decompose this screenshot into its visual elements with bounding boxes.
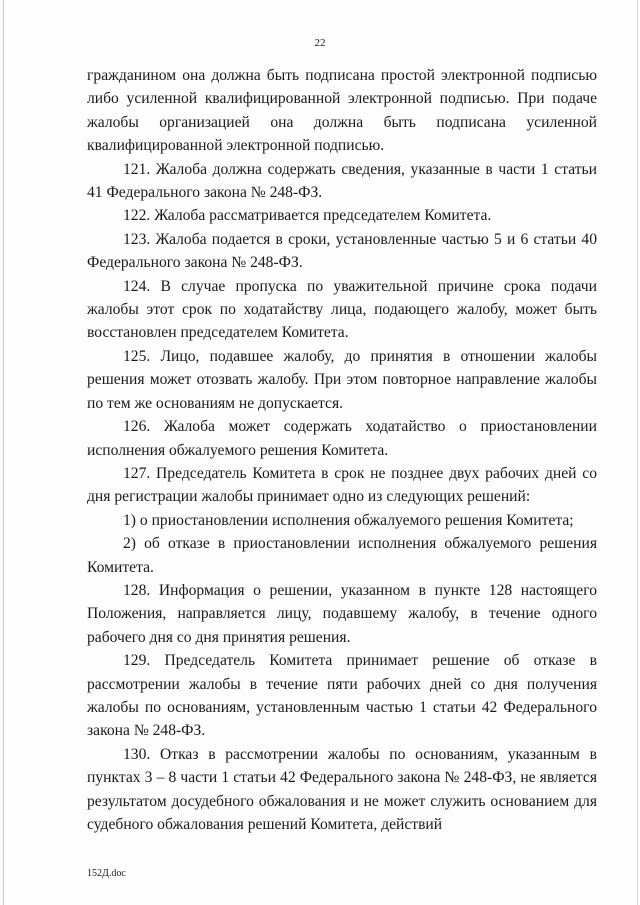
- paragraph-continuation: гражданином она должна быть подписана простой электронной подписью либо усиленной квалифицированной электронной подписью. При подаче жалобы организацией она должна быть подписана усиленной квалифицированной электронной подписью.: [87, 67, 597, 155]
- page-edge-left: [3, 0, 4, 905]
- page-number: 22: [314, 37, 326, 49]
- paragraph-126: 126. Жалоба может содержать ходатайство о приостановлении исполнения обжалуемого решения Комитета.: [87, 418, 597, 459]
- paragraph-125: 125. Лицо, подавшее жалобу, до принятия в отношении жалобы решения может отозвать жалобу. При этом повторное направление жалобы по тем же основаниям не допускается.: [87, 347, 597, 412]
- paragraph-123: 123. Жалоба подается в сроки, установленные частью 5 и 6 статьи 40 Федерального закона № 248-ФЗ.: [87, 230, 597, 272]
- paragraph-128: 128. Информация о решении, указанном в пункте 128 настоящего Положения, направляется лицу, подавшему жалобу, в течение одного рабочего дня со дня принятия решения.: [87, 581, 597, 646]
- paragraph-122: 122. Жалоба рассматривается председателем Комитета.: [123, 207, 492, 225]
- list-item-1: 1) о приостановлении исполнения обжалуемого решения Комитета;: [123, 511, 574, 529]
- paragraph-127: 127. Председатель Комитета в срок не позднее двух рабочих дней со дня регистрации жалобы принимает одно из следующих решений:: [87, 464, 597, 506]
- list-item-2: 2) об отказе в приостановлении исполнения обжалуемого решения Комитета.: [87, 535, 597, 576]
- paragraph-129: 129. Председатель Комитета принимает решение об отказе в рассмотрении жалобы в течение пяти рабочих дней со дня получения жалобы по основаниям, установленным частью 1 статьи 42 Федерального закона № 248-ФЗ.: [87, 652, 597, 740]
- document-body: [87, 64, 597, 836]
- footer-filename: 152Д.doc: [87, 868, 126, 879]
- page-edge-right: [637, 0, 638, 905]
- paragraph-121: 121. Жалоба должна содержать сведения, указанные в части 1 статьи 41 Федерального закона № 248-ФЗ.: [87, 160, 597, 202]
- paragraph-124: 124. В случае пропуска по уважительной причине срока подачи жалобы этот срок по ходатайству лица, подающего жалобу, может быть восстановлен председателем Комитета.: [87, 277, 597, 342]
- paragraph-130: 130. Отказ в рассмотрении жалобы по основаниям, указанным в пунктах 3 – 8 части 1 статьи 42 Федерального закона № 248-ФЗ, не является результатом досудебного обжалования и не может служить основанием для судебного обжалования решений Комитета, действий: [87, 745, 597, 833]
